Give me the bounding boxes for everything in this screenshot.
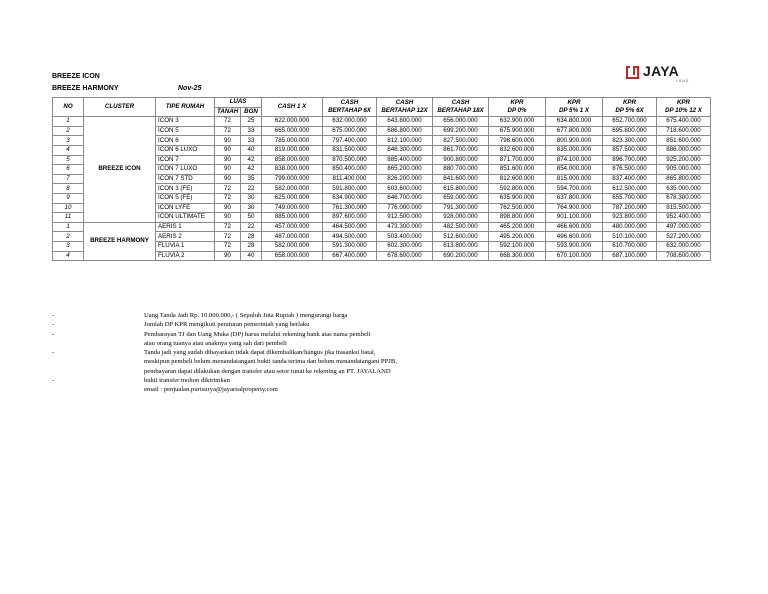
cell-cash-6x: 591.800.000 bbox=[323, 184, 377, 194]
cell-cash-1x: 622.000.000 bbox=[262, 117, 323, 127]
cell-kpr-dp10-12x: 718.600.000 bbox=[657, 126, 711, 136]
cell-kpr-dp5-1x: 815.000.000 bbox=[546, 174, 603, 184]
note-line: Tanda jadi yang sudah dibayarkan tidak dapat dikembalikan/hangus jika trasanksi batal, bbox=[144, 349, 376, 357]
cell-cash-1x: 487.000.000 bbox=[262, 232, 323, 242]
cell-kpr-dp10-12x: 905.000.000 bbox=[657, 165, 711, 175]
logo-sub: LAND bbox=[676, 79, 690, 83]
cell-kpr-dp0: 832.600.000 bbox=[489, 145, 546, 155]
cell-cash-18x: 656.000.000 bbox=[433, 117, 489, 127]
cell-cash-1x: 885.000.000 bbox=[262, 213, 323, 223]
note-bullet: - bbox=[52, 321, 55, 329]
cell-tipe-rumah: ICON 7 LUXO bbox=[156, 165, 215, 175]
cell-bgn: 35 bbox=[241, 174, 262, 184]
cell-cash-6x: 870.500.000 bbox=[323, 155, 377, 165]
cell-kpr-dp5-1x: 593.900.000 bbox=[546, 241, 603, 251]
cell-kpr-dp0: 592.100.000 bbox=[489, 241, 546, 251]
cell-bgn: 30 bbox=[241, 193, 262, 203]
cell-tipe-rumah: FLUVIA 2 bbox=[156, 251, 215, 261]
cell-cash-18x: 928.000.000 bbox=[433, 213, 489, 223]
cell-kpr-dp5-1x: 800.900.000 bbox=[546, 136, 603, 146]
cell-cash-6x: 494.500.000 bbox=[323, 232, 377, 242]
col-header-cluster: CLUSTER bbox=[84, 98, 156, 117]
price-table bbox=[52, 97, 711, 261]
cell-cash-6x: 667.400.000 bbox=[323, 251, 377, 261]
cell-kpr-dp0: 675.900.000 bbox=[489, 126, 546, 136]
col-header-kpr-dp0-line2: DP 0% bbox=[507, 107, 527, 115]
cell-tanah: 90 bbox=[215, 136, 241, 146]
cell-cash-12x: 885.400.000 bbox=[377, 155, 433, 165]
cell-cash-18x: 841.600.000 bbox=[433, 174, 489, 184]
cell-kpr-dp5-1x: 901.100.000 bbox=[546, 213, 603, 223]
cell-kpr-dp5-1x: 677.800.000 bbox=[546, 126, 603, 136]
cell-cash-12x: 473.300.000 bbox=[377, 222, 433, 232]
cell-kpr-dp0: 898.800.000 bbox=[489, 213, 546, 223]
cell-bgn: 50 bbox=[241, 213, 262, 223]
cell-kpr-dp10-12x: 678.300.000 bbox=[657, 193, 711, 203]
cell-kpr-dp5-6x: 510.100.000 bbox=[603, 232, 657, 242]
cell-cash-18x: 880.700.000 bbox=[433, 165, 489, 175]
cell-kpr-dp5-6x: 655.700.000 bbox=[603, 193, 657, 203]
cell-cash-1x: 582.000.000 bbox=[262, 184, 323, 194]
cell-bgn: 30 bbox=[241, 203, 262, 213]
cell-cash-1x: 819.000.000 bbox=[262, 145, 323, 155]
cell-cash-12x: 776.000.000 bbox=[377, 203, 433, 213]
cell-kpr-dp10-12x: 497.000.000 bbox=[657, 222, 711, 232]
col-header-luas: LUAS bbox=[215, 98, 262, 108]
cell-kpr-dp0: 592.800.000 bbox=[489, 184, 546, 194]
cell-bgn: 22 bbox=[241, 222, 262, 232]
cell-no: 2 bbox=[53, 232, 84, 242]
cell-tanah: 72 bbox=[215, 193, 241, 203]
header-title-breeze-icon: BREEZE ICON bbox=[52, 73, 100, 80]
col-header-no: NO bbox=[53, 98, 84, 117]
cell-tipe-rumah: ICON 7 STD bbox=[156, 174, 215, 184]
col-header-kpr-dp5-1x bbox=[546, 98, 603, 117]
note-line: meskipun pembeli belum menandatangani bukti tanda terima dan belum menandatangani PPJB, bbox=[144, 358, 397, 366]
cell-no: 1 bbox=[53, 117, 84, 127]
cell-tipe-rumah: ICON LYFE bbox=[156, 203, 215, 213]
cell-kpr-dp5-1x: 874.100.000 bbox=[546, 155, 603, 165]
cell-cash-1x: 838.000.000 bbox=[262, 165, 323, 175]
cell-tipe-rumah: ICON 6 LUXO bbox=[156, 145, 215, 155]
cell-kpr-dp5-1x: 670.100.000 bbox=[546, 251, 603, 261]
cell-cash-6x: 811.400.000 bbox=[323, 174, 377, 184]
col-header-kpr-dp5-1x-line1: KPR bbox=[567, 99, 581, 107]
col-header-kpr-dp0-line1: KPR bbox=[510, 99, 524, 107]
cell-no: 11 bbox=[53, 213, 84, 223]
cell-cash-12x: 865.200.000 bbox=[377, 165, 433, 175]
cell-tipe-rumah: ICON 6 bbox=[156, 136, 215, 146]
cell-cash-6x: 761.300.000 bbox=[323, 203, 377, 213]
col-header-cash-18x bbox=[433, 98, 489, 117]
cell-cash-12x: 912.500.000 bbox=[377, 213, 433, 223]
col-header-kpr-dp0 bbox=[489, 98, 546, 117]
logo-word: JAYA bbox=[643, 63, 679, 79]
col-header-cash-18x-line2: BERTAHAP 18X bbox=[437, 107, 484, 115]
cluster-cell: BREEZE ICON bbox=[84, 117, 156, 223]
cell-no: 4 bbox=[53, 145, 84, 155]
cell-kpr-dp10-12x: 851.600.000 bbox=[657, 136, 711, 146]
cell-tanah: 90 bbox=[215, 203, 241, 213]
cell-kpr-dp5-6x: 612.500.000 bbox=[603, 184, 657, 194]
cell-kpr-dp10-12x: 865.800.000 bbox=[657, 174, 711, 184]
cell-cash-18x: 827.500.000 bbox=[433, 136, 489, 146]
cell-tanah: 90 bbox=[215, 165, 241, 175]
cell-kpr-dp0: 812.600.000 bbox=[489, 174, 546, 184]
col-header-cash-12x bbox=[377, 98, 433, 117]
note-line: Uang Tanda Jadi Rp. 10.000.000,- ( Sepuluh Juta Rupiah ) mengurangi harga bbox=[144, 312, 348, 319]
cell-cash-6x: 675.000.000 bbox=[323, 126, 377, 136]
note-bullet: - bbox=[52, 349, 55, 357]
cell-tipe-rumah: AERIS 2 bbox=[156, 232, 215, 242]
cell-tanah: 72 bbox=[215, 184, 241, 194]
cell-tanah: 72 bbox=[215, 232, 241, 242]
cell-cash-6x: 632.000.000 bbox=[323, 117, 377, 127]
cell-bgn: 40 bbox=[241, 145, 262, 155]
cell-cash-1x: 457.000.000 bbox=[262, 222, 323, 232]
cell-kpr-dp5-6x: 857.500.000 bbox=[603, 145, 657, 155]
cluster-cell: BREEZE HARMONY bbox=[84, 222, 156, 260]
cell-bgn: 22 bbox=[241, 184, 262, 194]
cell-cash-12x: 603.600.000 bbox=[377, 184, 433, 194]
cell-cash-18x: 659.000.000 bbox=[433, 193, 489, 203]
cell-kpr-dp0: 632.900.000 bbox=[489, 117, 546, 127]
cell-cash-18x: 900.800.000 bbox=[433, 155, 489, 165]
cell-cash-18x: 512.600.000 bbox=[433, 232, 489, 242]
table-row bbox=[53, 222, 711, 232]
col-header-cash-18x-line1: CASH bbox=[451, 99, 470, 107]
cell-kpr-dp10-12x: 925.200.000 bbox=[657, 155, 711, 165]
note-line: Jumlah DP KPR mengikuti peraturan pemerintah yang berlaku bbox=[144, 321, 310, 329]
cell-kpr-dp5-1x: 594.700.000 bbox=[546, 184, 603, 194]
cell-cash-1x: 625.000.000 bbox=[262, 193, 323, 203]
note-line: email : penjualan.purisurya@jayarealproperty.com bbox=[144, 386, 278, 394]
cell-cash-1x: 658.000.000 bbox=[262, 251, 323, 261]
col-header-kpr-dp5-6x-line1: KPR bbox=[622, 99, 637, 107]
col-header-kpr-dp10-12x-line1: KPR bbox=[676, 99, 691, 107]
cell-kpr-dp5-6x: 787.200.000 bbox=[603, 203, 657, 213]
table-row bbox=[53, 117, 711, 127]
cell-tanah: 90 bbox=[215, 145, 241, 155]
cell-kpr-dp10-12x: 527.200.000 bbox=[657, 232, 711, 242]
note-item bbox=[52, 376, 397, 395]
cell-cash-18x: 482.500.000 bbox=[433, 222, 489, 232]
cell-no: 6 bbox=[53, 165, 84, 175]
cell-tanah: 72 bbox=[215, 241, 241, 251]
cell-kpr-dp5-1x: 637.800.000 bbox=[546, 193, 603, 203]
cell-cash-6x: 591.300.000 bbox=[323, 241, 377, 251]
cell-cash-6x: 831.500.000 bbox=[323, 145, 377, 155]
cell-bgn: 28 bbox=[241, 232, 262, 242]
note-bullet: - bbox=[52, 312, 55, 319]
cell-cash-12x: 826.200.000 bbox=[377, 174, 433, 184]
col-header-cash-6x-line1: CASH bbox=[340, 99, 359, 107]
col-header-tipe-rumah: TIPE RUMAH bbox=[156, 98, 215, 117]
header-date: Nov-25 bbox=[178, 85, 202, 92]
cell-bgn: 42 bbox=[241, 155, 262, 165]
cell-cash-1x: 858.000.000 bbox=[262, 155, 323, 165]
cell-cash-18x: 699.200.000 bbox=[433, 126, 489, 136]
cell-cash-6x: 897.600.000 bbox=[323, 213, 377, 223]
cell-kpr-dp0: 635.900.000 bbox=[489, 193, 546, 203]
cell-no: 2 bbox=[53, 126, 84, 136]
col-header-tanah: TANAH bbox=[215, 107, 241, 117]
cell-kpr-dp5-6x: 652.700.000 bbox=[603, 117, 657, 127]
cell-cash-1x: 799.000.000 bbox=[262, 174, 323, 184]
cell-kpr-dp0: 798.600.000 bbox=[489, 136, 546, 146]
cell-kpr-dp10-12x: 632.000.000 bbox=[657, 241, 711, 251]
cell-cash-6x: 797.400.000 bbox=[323, 136, 377, 146]
cell-kpr-dp5-6x: 687.100.000 bbox=[603, 251, 657, 261]
cell-kpr-dp5-6x: 896.700.000 bbox=[603, 155, 657, 165]
note-line: atau orang tuanya atau anaknya yang sah dari pembeli bbox=[144, 339, 287, 347]
note-line: bukti transfer mohon dikirimkan bbox=[144, 377, 230, 385]
note-line: Pembarayan TJ dan Uang Muka (DP) harus melalui rekening bank atas nama pembeli bbox=[144, 330, 371, 338]
cell-tanah: 90 bbox=[215, 251, 241, 261]
cell-kpr-dp10-12x: 675.400.000 bbox=[657, 117, 711, 127]
cell-cash-12x: 812.100.000 bbox=[377, 136, 433, 146]
cell-bgn: 28 bbox=[241, 241, 262, 251]
jaya-land-logo bbox=[626, 65, 696, 85]
cell-tipe-rumah: ICON 3 bbox=[156, 117, 215, 127]
cell-cash-6x: 464.500.000 bbox=[323, 222, 377, 232]
cell-cash-18x: 791.300.000 bbox=[433, 203, 489, 213]
cell-no: 3 bbox=[53, 241, 84, 251]
cell-no: 3 bbox=[53, 136, 84, 146]
cell-kpr-dp5-6x: 480.000.000 bbox=[603, 222, 657, 232]
cell-kpr-dp10-12x: 635.000.000 bbox=[657, 184, 711, 194]
cell-kpr-dp0: 851.600.000 bbox=[489, 165, 546, 175]
cell-kpr-dp5-1x: 634.800.000 bbox=[546, 117, 603, 127]
cell-tipe-rumah: ICON 5 bbox=[156, 126, 215, 136]
cell-tipe-rumah: AERIS 1 bbox=[156, 222, 215, 232]
note-bullet: - bbox=[52, 330, 55, 338]
cell-tipe-rumah: ICON 5 (FE) bbox=[156, 193, 215, 203]
cell-cash-12x: 643.800.000 bbox=[377, 117, 433, 127]
cell-kpr-dp0: 465.200.000 bbox=[489, 222, 546, 232]
col-header-kpr-dp5-1x-line2: DP 5% 1 X bbox=[558, 107, 590, 115]
col-header-kpr-dp10-12x bbox=[657, 98, 711, 117]
cell-kpr-dp0: 762.500.000 bbox=[489, 203, 546, 213]
cell-kpr-dp5-6x: 823.300.000 bbox=[603, 136, 657, 146]
cell-cash-12x: 646.700.000 bbox=[377, 193, 433, 203]
cell-cash-12x: 602.300.000 bbox=[377, 241, 433, 251]
cell-kpr-dp0: 871.700.000 bbox=[489, 155, 546, 165]
cell-cash-1x: 785.000.000 bbox=[262, 136, 323, 146]
cell-bgn: 33 bbox=[241, 136, 262, 146]
cell-no: 1 bbox=[53, 222, 84, 232]
notes-section bbox=[52, 311, 397, 395]
cell-tanah: 90 bbox=[215, 213, 241, 223]
cell-cash-18x: 690.200.000 bbox=[433, 251, 489, 261]
cell-no: 10 bbox=[53, 203, 84, 213]
cell-cash-12x: 686.800.000 bbox=[377, 126, 433, 136]
cell-kpr-dp10-12x: 952.400.000 bbox=[657, 213, 711, 223]
cell-kpr-dp10-12x: 815.500.000 bbox=[657, 203, 711, 213]
price-table-body bbox=[53, 117, 711, 261]
cell-no: 8 bbox=[53, 184, 84, 194]
cell-kpr-dp5-6x: 610.700.000 bbox=[603, 241, 657, 251]
cell-tanah: 90 bbox=[215, 155, 241, 165]
cell-tipe-rumah: ICON 7 bbox=[156, 155, 215, 165]
cell-bgn: 33 bbox=[241, 126, 262, 136]
cell-tipe-rumah: ICON ULTIMATE bbox=[156, 213, 215, 223]
cell-no: 7 bbox=[53, 174, 84, 184]
cell-kpr-dp5-1x: 496.600.000 bbox=[546, 232, 603, 242]
col-header-kpr-dp10-12x-line2: DP 10% 12 X bbox=[665, 107, 702, 115]
cell-cash-6x: 634.900.000 bbox=[323, 193, 377, 203]
cell-cash-12x: 678.600.000 bbox=[377, 251, 433, 261]
cell-cash-18x: 615.800.000 bbox=[433, 184, 489, 194]
cell-kpr-dp0: 668.300.000 bbox=[489, 251, 546, 261]
cell-no: 9 bbox=[53, 193, 84, 203]
cell-kpr-dp5-1x: 764.900.000 bbox=[546, 203, 603, 213]
note-item bbox=[52, 348, 397, 376]
cell-cash-1x: 582.000.000 bbox=[262, 241, 323, 251]
cell-no: 5 bbox=[53, 155, 84, 165]
cell-cash-6x: 850.400.000 bbox=[323, 165, 377, 175]
col-header-cash-1x: CASH 1 X bbox=[262, 98, 323, 117]
cell-kpr-dp0: 495.200.000 bbox=[489, 232, 546, 242]
cell-no: 4 bbox=[53, 251, 84, 261]
cell-bgn: 25 bbox=[241, 117, 262, 127]
cell-kpr-dp5-1x: 835.000.000 bbox=[546, 145, 603, 155]
cell-tanah: 72 bbox=[215, 117, 241, 127]
col-header-cash-12x-line1: CASH bbox=[395, 99, 414, 107]
cell-kpr-dp5-6x: 837.400.000 bbox=[603, 174, 657, 184]
col-header-kpr-dp5-6x-line2: DP 5% 6X bbox=[615, 107, 644, 115]
cell-kpr-dp5-1x: 854.000.000 bbox=[546, 165, 603, 175]
cell-bgn: 42 bbox=[241, 165, 262, 175]
col-header-cash-6x bbox=[323, 98, 377, 117]
cell-kpr-dp5-6x: 876.500.000 bbox=[603, 165, 657, 175]
cell-cash-12x: 503.400.000 bbox=[377, 232, 433, 242]
col-header-bgn: BGN bbox=[241, 107, 262, 117]
cell-cash-12x: 846.300.000 bbox=[377, 145, 433, 155]
cell-tanah: 72 bbox=[215, 222, 241, 232]
cell-bgn: 40 bbox=[241, 251, 262, 261]
header-title-breeze-harmony: BREEZE HARMONY bbox=[52, 85, 119, 92]
cell-kpr-dp5-6x: 695.800.000 bbox=[603, 126, 657, 136]
col-header-cash-6x-line2: BERTAHAP 6X bbox=[328, 107, 371, 115]
col-header-cash-12x-line2: BERTAHAP 12X bbox=[381, 107, 428, 115]
note-line: pembayaran dapat dilakukan dengan transfer atau setor tunai ke rekening an PT. JAYALAND bbox=[144, 367, 391, 375]
cell-kpr-dp10-12x: 886.000.000 bbox=[657, 145, 711, 155]
col-header-kpr-dp5-6x bbox=[603, 98, 657, 117]
cell-cash-1x: 665.000.000 bbox=[262, 126, 323, 136]
cell-kpr-dp5-1x: 466.600.000 bbox=[546, 222, 603, 232]
note-item bbox=[52, 320, 397, 329]
cell-tanah: 90 bbox=[215, 174, 241, 184]
cell-tanah: 72 bbox=[215, 126, 241, 136]
note-item bbox=[52, 330, 397, 349]
cell-kpr-dp5-6x: 923.800.000 bbox=[603, 213, 657, 223]
cell-cash-18x: 613.800.000 bbox=[433, 241, 489, 251]
note-bullet: - bbox=[52, 377, 55, 385]
jaya-logo-icon bbox=[626, 66, 639, 79]
cell-tipe-rumah: FLUVIA 1 bbox=[156, 241, 215, 251]
cell-kpr-dp10-12x: 708.600.000 bbox=[657, 251, 711, 261]
cell-cash-18x: 861.700.000 bbox=[433, 145, 489, 155]
cell-cash-1x: 749.000.000 bbox=[262, 203, 323, 213]
cell-tipe-rumah: ICON 3 (FE) bbox=[156, 184, 215, 194]
note-item bbox=[52, 311, 397, 320]
